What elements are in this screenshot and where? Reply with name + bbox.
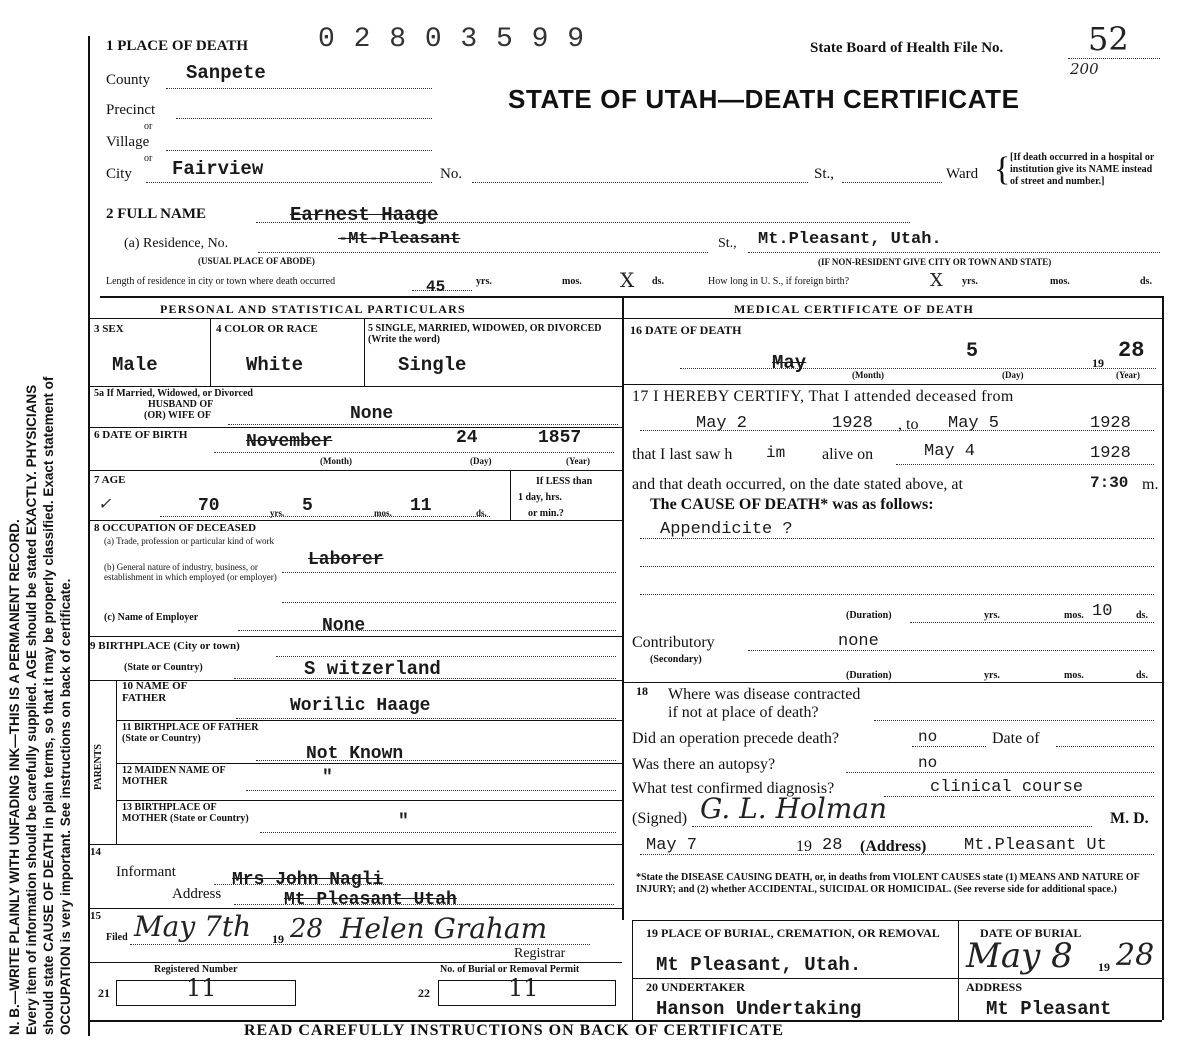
spouse-label: HUSBAND OF bbox=[148, 399, 214, 410]
mos-label: mos. bbox=[562, 276, 582, 287]
to-label: , to bbox=[898, 416, 919, 433]
ds-label: ds. bbox=[476, 508, 487, 518]
dob-year: 1857 bbox=[538, 428, 582, 448]
parents-label: PARENTS bbox=[93, 744, 104, 790]
length-residence-label: Length of residence in city or town where death occurred bbox=[106, 276, 336, 287]
residence-city-value: Mt.Pleasant, Utah. bbox=[758, 230, 942, 249]
attended-to: May 5 bbox=[948, 414, 1000, 433]
employer-value: None bbox=[322, 616, 366, 636]
birthplace-label: 9 BIRTHPLACE (City or town) bbox=[90, 640, 240, 652]
burial-year-value: 28 bbox=[1116, 938, 1155, 973]
last-saw-date: May 4 bbox=[924, 442, 976, 461]
x-mark: X bbox=[620, 268, 635, 292]
month-caption: (Month) bbox=[852, 370, 884, 380]
year-prefix: 19 bbox=[1098, 960, 1110, 974]
burial-number-label: No. of Burial or Removal Permit bbox=[440, 964, 580, 975]
attended-to-year: 1928 bbox=[1090, 414, 1131, 433]
precinct-label: Precinct bbox=[106, 102, 156, 118]
mother-label: 12 MAIDEN NAME OF MOTHER bbox=[122, 765, 226, 787]
item-22-label: 22 bbox=[418, 986, 430, 1000]
year-prefix: 19 bbox=[796, 838, 812, 855]
filed-date: May 7th bbox=[134, 910, 252, 943]
ds-label: ds. bbox=[1140, 276, 1152, 287]
mos-label: mos. bbox=[374, 508, 392, 518]
month-caption: (Month) bbox=[320, 456, 352, 466]
cause-value: Appendicite ? bbox=[660, 520, 793, 539]
attended-from-year: 1928 bbox=[832, 414, 873, 433]
father-label: 10 NAME OF FATHER bbox=[122, 680, 187, 704]
ds-label: ds. bbox=[1136, 610, 1148, 621]
duration-label: (Duration) bbox=[846, 670, 892, 681]
date-of-label: Date of bbox=[992, 730, 1040, 747]
contributory-value: none bbox=[838, 632, 879, 651]
md-label: M. D. bbox=[1110, 810, 1149, 827]
burial-date-label: DATE OF BURIAL bbox=[980, 926, 1082, 940]
age-days: 11 bbox=[410, 496, 432, 516]
filed-year: 28 bbox=[290, 914, 324, 944]
margin-instructions bbox=[6, 25, 74, 1035]
certificate-title: STATE OF UTAH—DEATH CERTIFICATE bbox=[508, 84, 1020, 114]
diagnosis-value: clinical course bbox=[930, 778, 1084, 797]
birthplace-value: S witzerland bbox=[304, 658, 441, 680]
secondary-label: (Secondary) bbox=[650, 654, 702, 665]
duration-months: 10 bbox=[1092, 602, 1113, 621]
x-mark: X bbox=[930, 270, 943, 291]
signed-label: (Signed) bbox=[632, 810, 688, 827]
marital-value: Single bbox=[398, 354, 467, 376]
length-years-value: 45 bbox=[426, 278, 446, 296]
informant-value: Mrs John Nagli bbox=[232, 870, 384, 890]
occupation-value: Laborer bbox=[308, 550, 384, 570]
yrs-label: yrs. bbox=[984, 670, 1000, 681]
mother-birthplace-label: 13 BIRTHPLACE OF MOTHER (State or Country) bbox=[122, 802, 249, 824]
filed-label: Filed bbox=[106, 932, 128, 943]
time-of-death: 7:30 bbox=[1090, 474, 1129, 492]
undertaker-label: 20 UNDERTAKER bbox=[646, 980, 746, 994]
physician-address: Mt.Pleasant Ut bbox=[964, 836, 1107, 855]
mos-label: mos. bbox=[1064, 610, 1084, 621]
occupation-label: 8 OCCUPATION OF DECEASED bbox=[94, 522, 257, 534]
contracted-label: Where was disease contracted bbox=[668, 686, 861, 703]
dob-month: November bbox=[246, 432, 333, 452]
full-name-label: 2 FULL NAME bbox=[106, 206, 207, 222]
spouse-label: (OR) WIFE OF bbox=[144, 410, 212, 421]
duration-label: (Duration) bbox=[846, 610, 892, 621]
registered-number-value: 11 bbox=[186, 974, 217, 1002]
age-months: 5 bbox=[302, 496, 313, 516]
father-birthplace-value: Not Known bbox=[306, 744, 404, 764]
year-prefix: 19 bbox=[1092, 356, 1104, 370]
age-years: 70 bbox=[198, 496, 220, 516]
registrar-signature: Helen Graham bbox=[340, 912, 548, 945]
operation-value: no bbox=[918, 728, 938, 746]
check-mark-icon: ✓ bbox=[98, 494, 112, 513]
yrs-label: yrs. bbox=[962, 276, 978, 287]
sex-label: 3 SEX bbox=[94, 323, 124, 335]
burial-place-label: 19 PLACE OF BURIAL, CREMATION, OR REMOVAL bbox=[646, 926, 940, 940]
foreign-birth-label: How long in U. S., if foreign birth? bbox=[708, 276, 850, 287]
margin-line: N. B.—WRITE PLAINLY WITH UNFADING INK—THIS IS A PERMANENT RECORD. bbox=[7, 519, 22, 1035]
dob-day: 24 bbox=[456, 428, 478, 448]
year-caption: (Year) bbox=[1116, 370, 1140, 380]
occurred-label: and that death occurred, on the date stated above, at bbox=[632, 476, 963, 493]
sign-date: May 7 bbox=[646, 836, 698, 855]
ward-note: [If death occurred in a hospital or institution give its NAME instead of street and number.] bbox=[1010, 152, 1155, 187]
registered-number-label: Registered Number bbox=[154, 964, 238, 975]
ds-label: ds. bbox=[652, 276, 664, 287]
margin-line: OCCUPATION is very important. See instructions on back of certificate. bbox=[58, 578, 73, 1035]
alive-on-label: alive on bbox=[822, 446, 874, 463]
date-of-death-label: 16 DATE OF DEATH bbox=[630, 323, 742, 337]
stamp-number: 0 2 8 0 3 5 9 9 bbox=[318, 24, 586, 55]
informant-label: Informant bbox=[116, 864, 176, 880]
street-label: St., bbox=[814, 166, 835, 182]
death-day: 5 bbox=[966, 340, 979, 363]
street-label-2: St., bbox=[718, 236, 737, 251]
address-label: Address bbox=[172, 886, 222, 902]
autopsy-label: Was there an autopsy? bbox=[632, 756, 776, 773]
place-of-death-label: 1 PLACE OF DEATH bbox=[106, 38, 249, 54]
certify-label: 17 I HEREBY CERTIFY, That I attended deceased from bbox=[632, 388, 1014, 405]
burial-number-value: 11 bbox=[508, 974, 539, 1002]
last-saw-label: that I last saw h bbox=[632, 446, 733, 463]
residence-label: (a) Residence, No. bbox=[124, 236, 229, 251]
margin-line: Every item of information should be carefully supplied. AGE should be stated EXACTLY. PHYSICIANS bbox=[24, 384, 39, 1035]
file-number: 52 bbox=[1088, 20, 1129, 58]
year-caption: (Year) bbox=[566, 456, 590, 466]
residence-value: -Mt-Pleasant bbox=[338, 230, 461, 249]
physician-signature: G. L. Holman bbox=[700, 792, 888, 825]
village-label: Village bbox=[106, 134, 150, 150]
contracted-label: if not at place of death? bbox=[668, 704, 819, 721]
operation-label: Did an operation precede death? bbox=[632, 730, 840, 747]
occupation-note: (a) Trade, profession or particular kind of work bbox=[104, 536, 274, 546]
nonresident-caption: (IF NON-RESIDENT GIVE CITY OR TOWN AND STATE) bbox=[818, 257, 1052, 267]
color-label: 4 COLOR OR RACE bbox=[216, 323, 318, 335]
occupation-note: (b) General nature of industry, business, or establishment in which employed (or employer) bbox=[104, 562, 277, 582]
item-14-label: 14 bbox=[90, 846, 101, 858]
employer-label: (c) Name of Employer bbox=[104, 612, 199, 623]
father-value: Worilic Haage bbox=[290, 696, 431, 716]
day-caption: (Day) bbox=[470, 456, 492, 466]
death-year: 28 bbox=[1118, 338, 1145, 363]
yrs-label: yrs. bbox=[476, 276, 492, 287]
diagnosis-label: What test confirmed diagnosis? bbox=[632, 780, 835, 797]
burial-date-value: May 8 bbox=[966, 936, 1073, 976]
spouse-value: None bbox=[350, 404, 394, 424]
last-saw-fill: im bbox=[766, 444, 786, 462]
age-label: 7 AGE bbox=[94, 474, 126, 486]
undertaker-address-value: Mt Pleasant bbox=[986, 998, 1112, 1020]
mother-value: " bbox=[322, 768, 333, 788]
usual-place-caption: (USUAL PLACE OF ABODE) bbox=[198, 256, 315, 266]
item-21-label: 21 bbox=[98, 986, 110, 1000]
undertaker-address-label: ADDRESS bbox=[966, 980, 1023, 994]
state-country-label: (State or Country) bbox=[124, 662, 203, 673]
item-18-label: 18 bbox=[636, 684, 648, 698]
item-15-label: 15 bbox=[90, 910, 101, 922]
county-label: County bbox=[106, 72, 151, 88]
sign-year: 28 bbox=[822, 836, 843, 855]
spouse-label: 5a If Married, Widowed, or Divorced bbox=[94, 388, 253, 399]
county-value: Sanpete bbox=[186, 62, 266, 84]
yrs-label: yrs. bbox=[984, 610, 1000, 621]
brace-icon: { bbox=[994, 151, 1011, 188]
number-label: No. bbox=[440, 166, 463, 182]
margin-line: should state CAUSE OF DEATH in plain terms, so that it may be properly classified. Exact statement of bbox=[41, 376, 56, 1035]
undertaker-value: Hanson Undertaking bbox=[656, 998, 862, 1020]
file-extra: 200 bbox=[1070, 60, 1099, 78]
medical-footnote: *State the DISEASE CAUSING DEATH, or, in deaths from VIOLENT CAUSES state (1) MEANS AND NATURE OF INJURY; and (2) whether ACCIDENTAL, SUICIDAL OR HOMICIDAL. (See reverse side for additional space.) bbox=[636, 872, 1140, 895]
or-text: or bbox=[144, 153, 153, 164]
footer-instructions: READ CAREFULLY INSTRUCTIONS ON BACK OF CERTIFICATE bbox=[244, 1022, 784, 1039]
ward-label: Ward bbox=[946, 166, 979, 182]
cause-label: The CAUSE OF DEATH* was as follows: bbox=[650, 496, 934, 513]
left-border bbox=[88, 36, 90, 1036]
m-label: m. bbox=[1142, 476, 1159, 493]
autopsy-value: no bbox=[918, 754, 938, 772]
city-label: City bbox=[106, 166, 132, 182]
less-than-label: 1 day, hrs. bbox=[518, 492, 562, 503]
last-saw-year: 1928 bbox=[1090, 444, 1131, 463]
death-month: May bbox=[772, 352, 807, 374]
day-caption: (Day) bbox=[1002, 370, 1024, 380]
informant-address-value: Mt Pleasant Utah bbox=[284, 890, 457, 910]
city-value: Fairview bbox=[172, 158, 264, 180]
mos-label: mos. bbox=[1050, 276, 1070, 287]
medical-section-title: MEDICAL CERTIFICATE OF DEATH bbox=[734, 302, 974, 316]
address-label: (Address) bbox=[860, 838, 927, 855]
personal-section-title: PERSONAL AND STATISTICAL PARTICULARS bbox=[160, 302, 466, 316]
less-than-label: or min.? bbox=[528, 508, 564, 519]
mos-label: mos. bbox=[1064, 670, 1084, 681]
sex-value: Male bbox=[112, 354, 158, 376]
attended-from: May 2 bbox=[696, 414, 748, 433]
file-number-label: State Board of Health File No. bbox=[810, 40, 1004, 56]
burial-place-value: Mt Pleasant, Utah. bbox=[656, 954, 862, 976]
marital-label: 5 SINGLE, MARRIED, WIDOWED, OR DIVORCED (Write the word) bbox=[368, 323, 602, 345]
contributory-label: Contributory bbox=[632, 634, 715, 651]
year-prefix: 19 bbox=[272, 932, 284, 946]
registrar-label: Registrar bbox=[514, 946, 566, 961]
less-than-label: If LESS than bbox=[536, 476, 593, 487]
full-name-value: Earnest Haage bbox=[290, 204, 439, 226]
color-value: White bbox=[246, 354, 304, 376]
ds-label: ds. bbox=[1136, 670, 1148, 681]
or-text: or bbox=[144, 121, 153, 132]
dob-label: 6 DATE OF BIRTH bbox=[94, 429, 188, 441]
mother-birthplace-value: " bbox=[398, 812, 409, 832]
father-birthplace-label: 11 BIRTHPLACE OF FATHER (State or Country) bbox=[122, 722, 259, 744]
yrs-label: yrs. bbox=[270, 508, 285, 518]
